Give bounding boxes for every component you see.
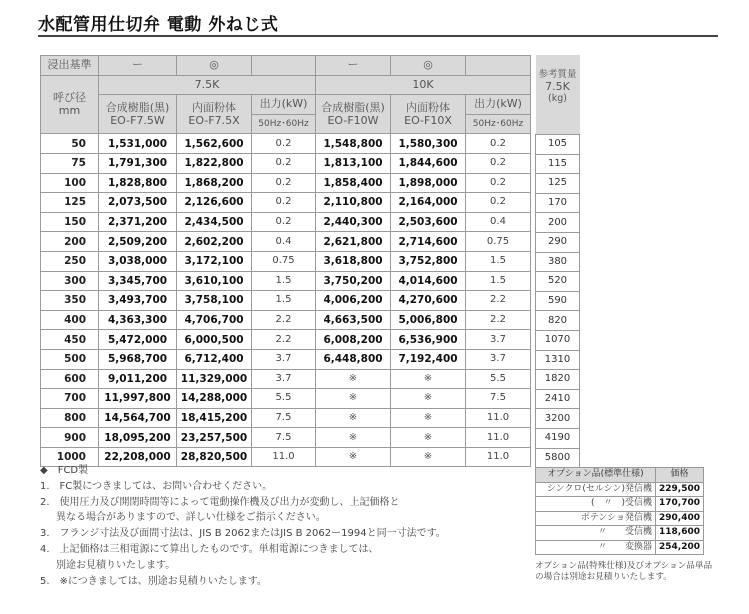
note-line: 異なる場合がありますので、詳しい仕様をご指示ください。 <box>56 512 326 524</box>
resin-label: 合成樹脂(黒) <box>321 101 385 115</box>
price-10w: 2,621,800 <box>316 232 391 252</box>
price-10x: 1,580,300 <box>391 134 466 154</box>
price-7.5x: 2,126,600 <box>177 193 252 213</box>
price-7.5x: 3,172,100 <box>177 251 252 271</box>
weight-row <box>536 389 580 409</box>
output-7.5k: 3.7 <box>252 349 316 369</box>
output-10k: 11.0 <box>466 447 531 467</box>
price-10w: 4,663,500 <box>316 310 391 330</box>
price-10w: 2,440,300 <box>316 212 391 232</box>
price-10w: ※ <box>316 389 391 409</box>
size-cell: 50 <box>41 134 99 154</box>
output-10k: 0.2 <box>466 173 531 193</box>
price-7.5w: 3,345,700 <box>99 271 177 291</box>
weight-row <box>536 272 580 292</box>
weight-unit: (kg) <box>548 93 567 104</box>
weight-row <box>536 213 580 233</box>
price-10x: ※ <box>391 428 466 448</box>
output-7.5k: 3.7 <box>252 369 316 389</box>
size-cell: 900 <box>41 428 99 448</box>
output-7.5k: 0.2 <box>252 173 316 193</box>
output-10k: 3.7 <box>466 349 531 369</box>
price-7.5w: 1,828,800 <box>99 173 177 193</box>
table-row <box>41 251 531 271</box>
weight-row <box>536 252 580 272</box>
table-row <box>41 134 531 154</box>
price-10w: 4,006,200 <box>316 291 391 311</box>
size-cell: 150 <box>41 212 99 232</box>
table-row <box>41 369 531 389</box>
price-7.5x: 4,706,700 <box>177 310 252 330</box>
price-10x: 1,898,000 <box>391 173 466 193</box>
price-7.5x: 2,602,200 <box>177 232 252 252</box>
weight-cell: 1820 <box>536 370 580 390</box>
price-7.5w: 5,968,700 <box>99 349 177 369</box>
output-7.5k: 11.0 <box>252 447 316 467</box>
price-10x: ※ <box>391 369 466 389</box>
price-10w: 3,750,200 <box>316 271 391 291</box>
option-price: 290,400 <box>656 511 704 526</box>
output-10k: 2.2 <box>466 310 531 330</box>
price-7.5w: 2,073,500 <box>99 193 177 213</box>
weight-row <box>536 330 580 350</box>
weight-table <box>535 55 580 468</box>
output-7.5k: 0.2 <box>252 212 316 232</box>
size-cell: 500 <box>41 349 99 369</box>
price-10w: 1,858,400 <box>316 173 391 193</box>
size-cell: 100 <box>41 173 99 193</box>
note-line: ◆ FCD製 <box>40 465 89 476</box>
size-cell: 1000 <box>41 447 99 467</box>
price-10x: 4,270,600 <box>391 291 466 311</box>
table-row <box>41 428 531 448</box>
output-10k: 0.75 <box>466 232 531 252</box>
table-row <box>41 330 531 350</box>
option-price: 170,700 <box>656 497 704 512</box>
price-10x: 4,014,600 <box>391 271 466 291</box>
price-7.5x: 1,868,200 <box>177 173 252 193</box>
model-code: EO-F7.5X <box>188 114 240 128</box>
weight-row <box>536 154 580 174</box>
page-title: 水配管用仕切弁 電動 外ねじ式 <box>38 15 279 35</box>
weight-row <box>536 311 580 331</box>
weight-cell: 170 <box>536 193 580 213</box>
price-7.5w: 5,472,000 <box>99 330 177 350</box>
table-row <box>41 193 531 213</box>
note-line: 別途お見積りいたします。 <box>56 559 176 571</box>
option-name: 〃 受信機 <box>536 526 656 541</box>
powder-label: 内面粉体 <box>406 101 450 115</box>
output-10k: 11.0 <box>466 428 531 448</box>
weight-cell: 105 <box>536 135 580 155</box>
options-header-price: 価格 <box>656 468 704 483</box>
output-7.5k: 2.2 <box>252 330 316 350</box>
price-10w: ※ <box>316 408 391 428</box>
price-7.5w: 9,011,200 <box>99 369 177 389</box>
col-resin-7.5 <box>99 95 177 134</box>
weight-cell: 200 <box>536 213 580 233</box>
price-10x: 7,192,400 <box>391 349 466 369</box>
output-7.5k: 2.2 <box>252 310 316 330</box>
price-10x: 1,844,600 <box>391 153 466 173</box>
weight-row <box>536 350 580 370</box>
output-10k: 7.5 <box>466 389 531 409</box>
model-code: EO-F7.5W <box>110 114 165 128</box>
table-row <box>41 153 531 173</box>
output-10k: 0.2 <box>466 134 531 154</box>
weight-row <box>536 174 580 194</box>
weight-cell: 5800 <box>536 448 580 468</box>
size-cell: 600 <box>41 369 99 389</box>
price-7.5w: 1,791,300 <box>99 153 177 173</box>
price-10w: ※ <box>316 447 391 467</box>
weight-cell: 520 <box>536 272 580 292</box>
price-10w: ※ <box>316 428 391 448</box>
output-10k: 3.7 <box>466 330 531 350</box>
table-row <box>41 212 531 232</box>
model-10k: 10K <box>316 75 531 95</box>
weight-row <box>536 193 580 213</box>
price-10w: 6,008,200 <box>316 330 391 350</box>
col-powder-7.5 <box>177 95 252 134</box>
table-row <box>41 310 531 330</box>
weight-cell: 115 <box>536 154 580 174</box>
note-line: 1. FC製につきましては、お問い合わせください。 <box>40 480 273 492</box>
options-table <box>535 467 704 555</box>
price-10w: ※ <box>316 369 391 389</box>
weight-row <box>536 448 580 468</box>
output-10k: 0.2 <box>466 153 531 173</box>
price-7.5w: 2,371,200 <box>99 212 177 232</box>
weight-cell: 1310 <box>536 350 580 370</box>
price-7.5w: 22,208,000 <box>99 447 177 467</box>
weight-cell: 125 <box>536 174 580 194</box>
size-cell: 400 <box>41 310 99 330</box>
options-header-name: オプション品(標準仕様) <box>536 468 656 483</box>
option-row <box>536 526 704 541</box>
price-7.5x: 28,820,500 <box>177 447 252 467</box>
note-line: 4. 上記価格は三相電源にて算出したものです。単相電源につきましては、 <box>40 543 379 555</box>
weight-header <box>536 55 580 135</box>
price-7.5x: 18,415,200 <box>177 408 252 428</box>
weight-row <box>536 370 580 390</box>
output-7.5k: 7.5 <box>252 428 316 448</box>
immersion-blank <box>252 56 316 76</box>
note-line: 3. フランジ寸法及び面間寸法は、JIS B 2062またはJIS B 2062ー1994と同一寸法です。 <box>40 528 446 540</box>
size-unit: mm <box>58 104 81 118</box>
size-cell: 450 <box>41 330 99 350</box>
immersion-label: 浸出基準 <box>41 56 99 76</box>
price-7.5w: 3,038,000 <box>99 251 177 271</box>
size-label: 呼び径 <box>53 91 86 105</box>
output-freq: 50Hz･60Hz <box>466 114 531 134</box>
weight-model: 7.5K <box>545 80 570 93</box>
output-10k: 11.0 <box>466 408 531 428</box>
weight-row <box>536 291 580 311</box>
weight-cell: 590 <box>536 291 580 311</box>
col-powder-10 <box>391 95 466 134</box>
output-10k: 1.5 <box>466 271 531 291</box>
price-7.5w: 14,564,700 <box>99 408 177 428</box>
option-name: シンクロ(セルシン)発信機 <box>536 482 656 497</box>
output-10k: 5.5 <box>466 369 531 389</box>
model-code: EO-F10X <box>404 114 452 128</box>
option-name: ポテンショ発信機 <box>536 511 656 526</box>
output-7.5k: 0.2 <box>252 134 316 154</box>
price-10x: 6,536,900 <box>391 330 466 350</box>
size-cell: 800 <box>41 408 99 428</box>
immersion-blank <box>466 56 531 76</box>
title-underline <box>38 35 718 37</box>
price-10w: 1,813,100 <box>316 153 391 173</box>
weight-cell: 1070 <box>536 330 580 350</box>
output-10k: 1.5 <box>466 251 531 271</box>
price-7.5x: 2,434,500 <box>177 212 252 232</box>
weight-cell: 380 <box>536 252 580 272</box>
weight-cell: 2410 <box>536 389 580 409</box>
price-10x: 2,164,000 <box>391 193 466 213</box>
options-footnote: オプション品(特殊仕様)及びオプション品単品の場合は別途お見積りいたします。 <box>535 561 713 582</box>
price-10x: ※ <box>391 389 466 409</box>
price-7.5x: 1,562,600 <box>177 134 252 154</box>
option-row <box>536 497 704 512</box>
weight-cell: 820 <box>536 311 580 331</box>
price-7.5x: 3,610,100 <box>177 271 252 291</box>
powder-label: 内面粉体 <box>192 101 236 115</box>
output-7.5k: 1.5 <box>252 271 316 291</box>
immersion-7.5x: ◎ <box>177 56 252 76</box>
output-7.5k: 1.5 <box>252 291 316 311</box>
option-price: 254,200 <box>656 540 704 555</box>
model-7.5k: 7.5K <box>99 75 316 95</box>
note-line: 5. ※につきましては、別途お見積りいたします。 <box>40 575 267 587</box>
price-7.5x: 11,329,000 <box>177 369 252 389</box>
price-10x: ※ <box>391 408 466 428</box>
price-10w: 3,618,800 <box>316 251 391 271</box>
output-7.5k: 0.2 <box>252 193 316 213</box>
price-10x: 3,752,800 <box>391 251 466 271</box>
table-row <box>41 408 531 428</box>
table-row <box>41 271 531 291</box>
option-price: 229,500 <box>656 482 704 497</box>
price-10x: 5,006,800 <box>391 310 466 330</box>
price-10w: 6,448,800 <box>316 349 391 369</box>
price-10x: 2,503,600 <box>391 212 466 232</box>
output-label: 出力(kW) <box>466 95 531 115</box>
price-7.5x: 6,000,500 <box>177 330 252 350</box>
table-row <box>41 291 531 311</box>
weight-row <box>536 428 580 448</box>
price-7.5x: 14,288,000 <box>177 389 252 409</box>
model-code: EO-F10W <box>327 114 379 128</box>
option-row <box>536 482 704 497</box>
weight-cell: 4190 <box>536 428 580 448</box>
weight-row <box>536 409 580 429</box>
option-name: 〃 変換器 <box>536 540 656 555</box>
price-10x: 2,714,600 <box>391 232 466 252</box>
price-7.5w: 2,509,200 <box>99 232 177 252</box>
size-cell: 125 <box>41 193 99 213</box>
option-price: 118,600 <box>656 526 704 541</box>
option-name: ( 〃 )受信機 <box>536 497 656 512</box>
option-row <box>536 511 704 526</box>
output-7.5k: 0.75 <box>252 251 316 271</box>
size-cell: 300 <box>41 271 99 291</box>
weight-row <box>536 135 580 155</box>
output-7.5k: 7.5 <box>252 408 316 428</box>
output-10k: 0.4 <box>466 212 531 232</box>
output-10k: 0.2 <box>466 193 531 213</box>
col-resin-10 <box>316 95 391 134</box>
price-7.5x: 23,257,500 <box>177 428 252 448</box>
size-cell: 350 <box>41 291 99 311</box>
weight-cell: 3200 <box>536 409 580 429</box>
output-freq: 50Hz･60Hz <box>252 114 316 134</box>
table-row <box>41 389 531 409</box>
price-10x: ※ <box>391 447 466 467</box>
weight-cell: 290 <box>536 232 580 252</box>
price-7.5w: 3,493,700 <box>99 291 177 311</box>
price-10w: 2,110,800 <box>316 193 391 213</box>
price-7.5w: 11,997,800 <box>99 389 177 409</box>
immersion-10x: ◎ <box>391 56 466 76</box>
price-7.5x: 6,712,400 <box>177 349 252 369</box>
price-7.5x: 3,758,100 <box>177 291 252 311</box>
table-row <box>41 173 531 193</box>
price-table <box>40 55 531 467</box>
immersion-7.5w: ー <box>99 56 177 76</box>
notes <box>40 463 446 589</box>
price-7.5w: 18,095,200 <box>99 428 177 448</box>
size-cell: 250 <box>41 251 99 271</box>
resin-label: 合成樹脂(黒) <box>105 101 170 115</box>
size-cell: 700 <box>41 389 99 409</box>
size-header <box>41 75 99 134</box>
weight-row <box>536 232 580 252</box>
weight-label: 参考質量 <box>538 69 577 80</box>
price-10w: 1,548,800 <box>316 134 391 154</box>
output-10k: 2.2 <box>466 291 531 311</box>
price-7.5w: 4,363,300 <box>99 310 177 330</box>
output-7.5k: 0.4 <box>252 232 316 252</box>
option-row <box>536 540 704 555</box>
size-cell: 200 <box>41 232 99 252</box>
table-row <box>41 232 531 252</box>
immersion-10w: ー <box>316 56 391 76</box>
size-cell: 75 <box>41 153 99 173</box>
table-row <box>41 349 531 369</box>
output-label: 出力(kW) <box>252 95 316 115</box>
output-7.5k: 0.2 <box>252 153 316 173</box>
note-line: 2. 使用圧力及び開閉時間等によって電動操作機及び出力が変動し、上記価格と <box>40 496 400 508</box>
output-7.5k: 5.5 <box>252 389 316 409</box>
price-7.5w: 1,531,000 <box>99 134 177 154</box>
price-7.5x: 1,822,800 <box>177 153 252 173</box>
